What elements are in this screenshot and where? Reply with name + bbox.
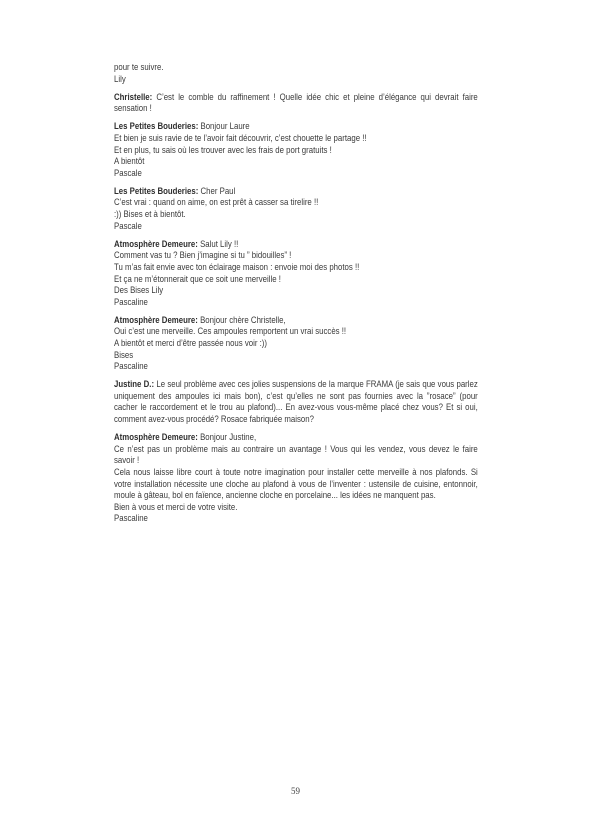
comment-line: comment avez-vous procédé? Rosace fabriquée maison? — [114, 414, 314, 425]
comment-line: Pascale — [114, 220, 142, 231]
comment-block — [114, 379, 478, 425]
comment-author: Atmosphère Demeure: — [114, 432, 198, 443]
comment-text: Salut Lily !! — [197, 238, 239, 249]
comment-line: Pascale — [114, 167, 142, 178]
comment-text: C’est le comble du raffinement ! Quelle idée chic et pleine d’élégance qui devrait faire — [152, 91, 478, 102]
comment-line: Pascaline — [114, 513, 148, 524]
comment-block — [114, 92, 478, 115]
comment-block — [114, 121, 478, 179]
page-number: 59 — [291, 786, 300, 796]
comment-line: uniquement des ampoules ici mais bon), c’est qu’elles ne sont pas fournies avec la ”rosace” (pour — [114, 390, 478, 401]
comment-block — [114, 239, 478, 309]
comment-line: Oui c’est une merveille. Ces ampoules remportent un vrai succès !! — [114, 326, 347, 337]
comment-text: Cher Paul — [198, 185, 236, 196]
comments-column — [114, 62, 478, 525]
comment-line: A bientôt — [114, 156, 145, 167]
comment-line: Tu m’as fait envie avec ton éclairage maison : envoie moi des photos !! — [114, 261, 360, 272]
comment-line: :)) Bises et à bientôt. — [114, 209, 186, 220]
comment-line: savoir ! — [114, 455, 140, 466]
comment-line — [114, 379, 478, 391]
comment-line: A bientôt et merci d’être passée nous voir :)) — [114, 337, 268, 348]
comments-text — [114, 62, 478, 531]
comment-line — [114, 432, 478, 444]
comment-line: sensation ! — [114, 103, 152, 114]
comment-author: Les Petites Bouderies: — [114, 121, 199, 132]
comment-line: Bises — [114, 349, 134, 360]
comment-author: Justine D.: — [114, 379, 155, 390]
comment-text: Bonjour Justine, — [197, 432, 257, 443]
comment-line: cacher le raccordement et le trou au plafond)... En avez-vous vous-même placé chez vous? Et si oui, — [114, 402, 478, 413]
comment-block — [114, 315, 478, 373]
comment-line: votre installation nécessite une cloche au plafond à vous de l’inventer : ustensile de cuisine, entonnoir, — [114, 478, 478, 489]
comment-line: moule à gâteau, bol en faïence, ancienne cloche en porcelaine... les idées ne manquent pas. — [114, 490, 436, 501]
comment-author: Les Petites Bouderies: — [114, 185, 199, 196]
comment-line — [114, 92, 478, 104]
comment-line: Des Bises Lily — [114, 285, 164, 296]
comment-line — [114, 121, 478, 133]
comment-author: Atmosphère Demeure: — [114, 314, 198, 325]
comment-author: Christelle: — [114, 91, 153, 102]
comment-block — [114, 186, 478, 232]
comment-line — [114, 186, 478, 198]
comment-text: Bonjour Laure — [198, 121, 250, 132]
comment-line: C’est vrai : quand on aime, on est prêt à casser sa tirelire !! — [114, 197, 319, 208]
comment-line: Comment vas tu ? Bien j’imagine si tu ” bidouilles” ! — [114, 250, 292, 261]
comment-line: pour te suivre. — [114, 62, 164, 72]
comment-line: Cela nous laisse libre court à toute notre imagination pour installer cette merveille à nos plafonds. Si — [114, 466, 478, 477]
comment-text: Bonjour chère Christelle, — [197, 314, 286, 325]
comment-line: Et ça ne m’étonnerait que ce soit une merveille ! — [114, 273, 281, 284]
comment-line: Lily — [114, 73, 126, 84]
comment-block — [114, 62, 478, 85]
comment-line: Pascaline — [114, 361, 148, 372]
comment-line: Pascaline — [114, 296, 148, 307]
comment-block — [114, 432, 478, 525]
comment-line: Et bien je suis ravie de te l’avoir fait découvrir, c’est chouette le partage !! — [114, 132, 367, 143]
comment-text: Le seul problème avec ces jolies suspensions de la marque FRAMA (je sais que vous parlez — [154, 379, 478, 390]
comment-author: Atmosphère Demeure: — [114, 238, 198, 249]
comment-line — [114, 239, 478, 251]
comment-line: Et en plus, tu sais où les trouver avec les frais de port gratuits ! — [114, 144, 332, 155]
comment-line: Bien à vous et merci de votre visite. — [114, 501, 238, 512]
comment-line — [114, 315, 478, 327]
comment-line: Ce n’est pas un problème mais au contraire un avantage ! Vous qui les vendez, vous devez le faire — [114, 443, 478, 454]
